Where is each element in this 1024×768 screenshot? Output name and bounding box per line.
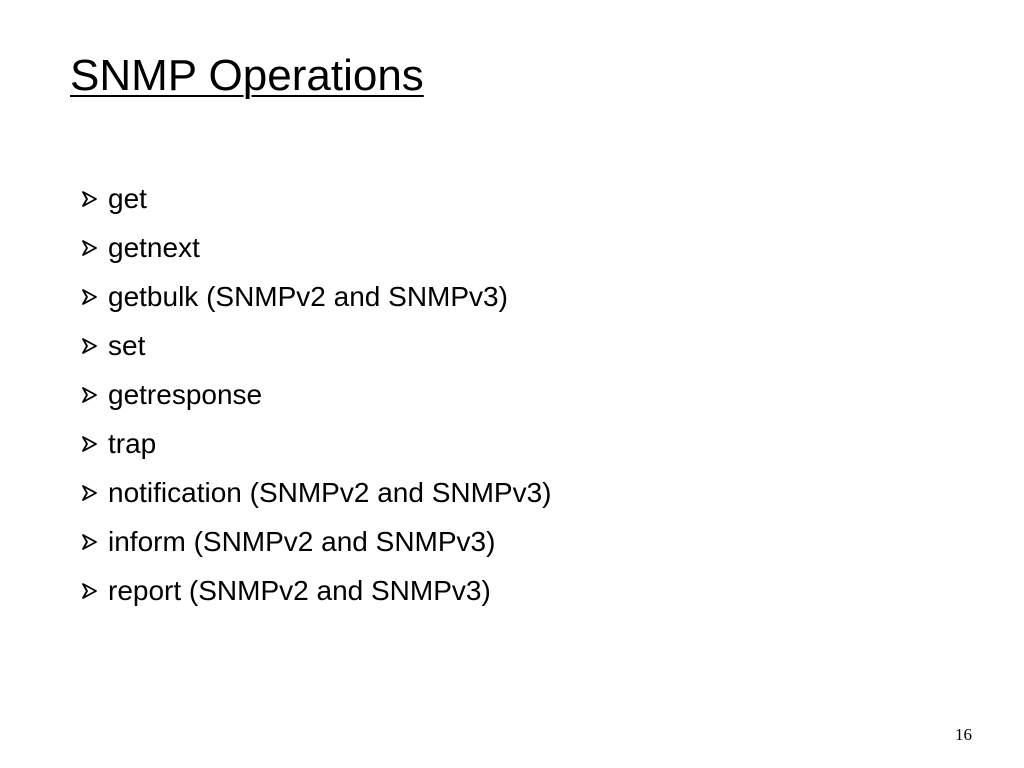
list-item-inform bbox=[72, 517, 552, 566]
page-number: 16 bbox=[955, 725, 972, 744]
list-item-label: report (SNMPv2 and SNMPv3) bbox=[108, 574, 491, 606]
list-item-getresponse bbox=[72, 370, 552, 419]
list-item-getnext bbox=[72, 223, 552, 272]
list-item-label: get bbox=[108, 182, 147, 214]
slide-title: SNMP Operations bbox=[70, 51, 424, 100]
list-item-label: getbulk (SNMPv2 and SNMPv3) bbox=[108, 280, 508, 312]
bullet-list bbox=[72, 174, 552, 615]
list-item-get bbox=[72, 174, 552, 223]
arrowhead-bullet-icon bbox=[72, 332, 108, 360]
list-item-trap bbox=[72, 419, 552, 468]
arrowhead-bullet-icon bbox=[72, 381, 108, 409]
arrowhead-bullet-icon bbox=[72, 528, 108, 556]
list-item-set bbox=[72, 321, 552, 370]
arrowhead-bullet-icon bbox=[72, 577, 108, 605]
list-item-label: inform (SNMPv2 and SNMPv3) bbox=[108, 525, 496, 557]
arrowhead-bullet-icon bbox=[72, 283, 108, 311]
list-item-report bbox=[72, 566, 552, 615]
arrowhead-bullet-icon bbox=[72, 185, 108, 213]
list-item-label: set bbox=[108, 329, 146, 361]
arrowhead-bullet-icon bbox=[72, 430, 108, 458]
list-item-getbulk bbox=[72, 272, 552, 321]
list-item-label: getnext bbox=[108, 231, 200, 263]
list-item-label: trap bbox=[108, 427, 157, 459]
list-item-notification bbox=[72, 468, 552, 517]
arrowhead-bullet-icon bbox=[72, 479, 108, 507]
list-item-label: getresponse bbox=[108, 378, 263, 410]
arrowhead-bullet-icon bbox=[72, 234, 108, 262]
list-item-label: notification (SNMPv2 and SNMPv3) bbox=[108, 476, 552, 508]
